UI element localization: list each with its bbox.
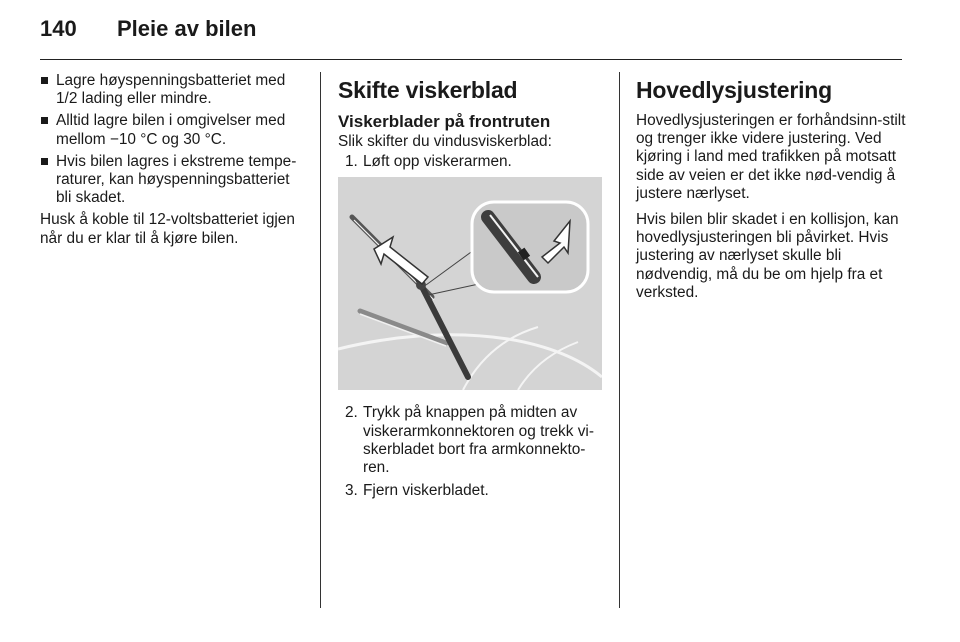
bullet-square-icon: [41, 77, 48, 84]
subtitle-front-wipers: Viskerblader på frontruten: [338, 112, 551, 131]
step-item: 3. Fjern viskerbladet.: [345, 482, 489, 500]
paragraph: Hovedlysjusteringen er forhåndsinn-stilt og trenger ikke videre justering. Ved kjøring i land med trafikken på motsatt side av veien er det ikke nød-vendig å justere nærlyset.: [636, 112, 906, 202]
bullet-item: Lagre høyspenningsbatteriet med 1/2 lading eller mindre.: [40, 72, 302, 108]
section-title-headlight: Hovedlysjustering: [636, 77, 832, 103]
bullet-square-icon: [41, 117, 48, 124]
paragraph: Hvis bilen blir skadet i en kollisjon, kan hovedlysjusteringen bli påvirket. Hvis justering av nærlyset skulle bli nødvendig, må du be om hjelp fra et verksted.: [636, 211, 899, 301]
header-divider: [40, 59, 902, 60]
column-divider: [320, 72, 321, 608]
column-wiper-blade: [338, 72, 606, 505]
step-item: 2. Trykk på knappen på midten av viskerarmkonnektoren og trekk vi-skerbladet bort fra armkonnekto-ren.: [345, 404, 594, 477]
bullet-item: Alltid lagre bilen i omgivelser med mellom −10 °C og 30 °C.: [40, 112, 302, 148]
wiper-illustration: [338, 177, 602, 390]
column-divider: [619, 72, 620, 608]
page-number: 140: [40, 16, 77, 41]
bullet-square-icon: [41, 158, 48, 165]
step-item: 1. Løft opp viskerarmen.: [345, 153, 512, 171]
page-title: Pleie av bilen: [117, 16, 257, 41]
column-storage: [40, 72, 302, 256]
bullet-item: Hvis bilen lagres i ekstreme tempe-raturer, kan høyspenningsbatteriet bli skadet.: [40, 153, 302, 208]
section-title-wiper: Skifte viskerblad: [338, 77, 518, 103]
reconnect-battery-note: Husk å koble til 12-voltsbatteriet igjen når du er klar til å kjøre bilen.: [40, 211, 295, 247]
column-headlight-adjustment: [636, 72, 906, 310]
wiper-intro: Slik skifter du vindusviskerblad:: [338, 133, 552, 150]
page-header: [40, 16, 256, 48]
